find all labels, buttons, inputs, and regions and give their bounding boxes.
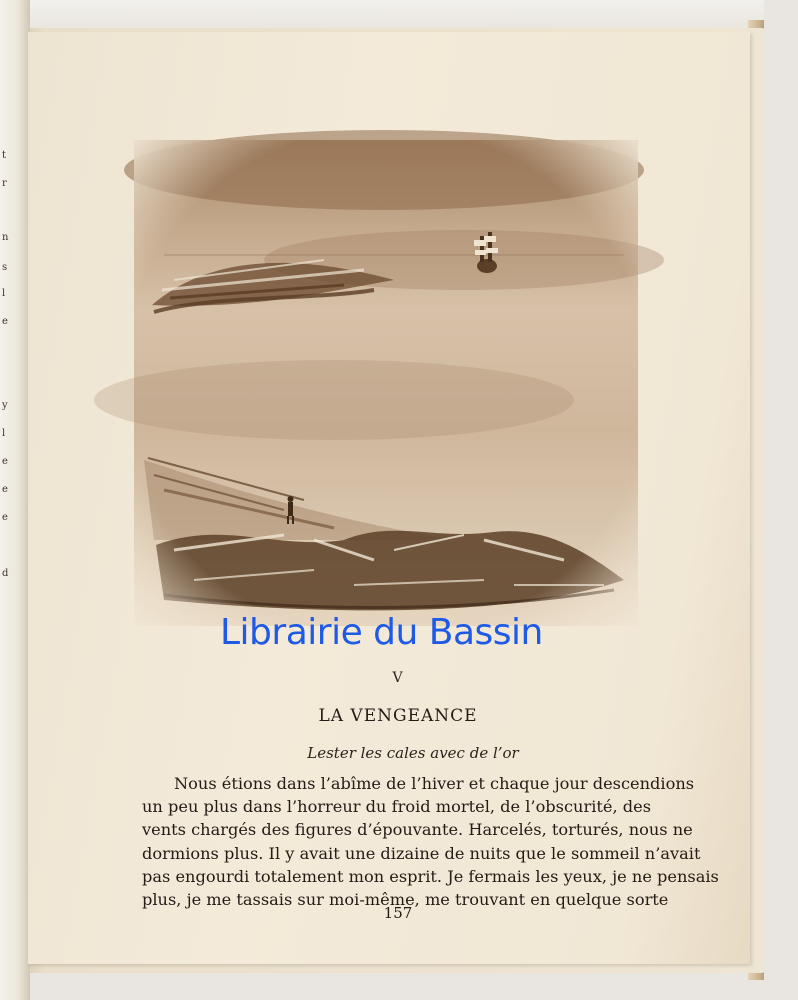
page-number: 157 <box>383 904 413 922</box>
chapter-title: LA VENGEANCE <box>318 706 478 726</box>
prev-page-fragment: r <box>2 178 7 189</box>
body-line: plus, je me tassais sur moi-même, me trouvant en quelque sorte <box>142 890 669 910</box>
body-line: un peu plus dans l’horreur du froid mortel, de l’obscurité, des <box>142 797 652 817</box>
previous-page-edge <box>0 0 30 1000</box>
chapter-number: V <box>392 670 404 686</box>
prev-page-fragment: e <box>2 512 8 523</box>
prev-page-fragment: s <box>2 262 8 273</box>
prev-page-fragment: l <box>2 288 6 299</box>
illustration-drawing <box>134 140 638 626</box>
prev-page-fragment: t <box>2 150 7 161</box>
body-line: pas engourdi totalement mon esprit. Je fermais les yeux, je ne pensais <box>142 866 719 886</box>
body-line: vents chargés des figures d’épouvante. Harcelés, torturés, nous ne <box>142 820 693 840</box>
watermark-text: Librairie du Bassin <box>220 612 543 653</box>
prev-page-fragment: n <box>2 232 9 243</box>
prev-page-fragment: e <box>2 316 8 327</box>
book-page <box>28 32 750 964</box>
body-paragraph <box>142 772 719 911</box>
chapter-subtitle: Lester les cales avec de l’or <box>307 744 519 762</box>
prev-page-fragment: e <box>2 456 8 467</box>
body-line: dormions plus. Il y avait une dizaine de nuits que le sommeil n’avait <box>142 843 701 863</box>
prev-page-fragment: y <box>2 400 8 411</box>
prev-page-fragment: d <box>2 568 9 579</box>
prev-page-fragment: e <box>2 484 8 495</box>
sepia-seascape-illustration <box>134 140 638 626</box>
body-line: Nous étions dans l’abîme de l’hiver et chaque jour descendions <box>174 774 695 793</box>
prev-page-fragment: l <box>2 428 6 439</box>
illustration-vignette <box>134 140 638 626</box>
